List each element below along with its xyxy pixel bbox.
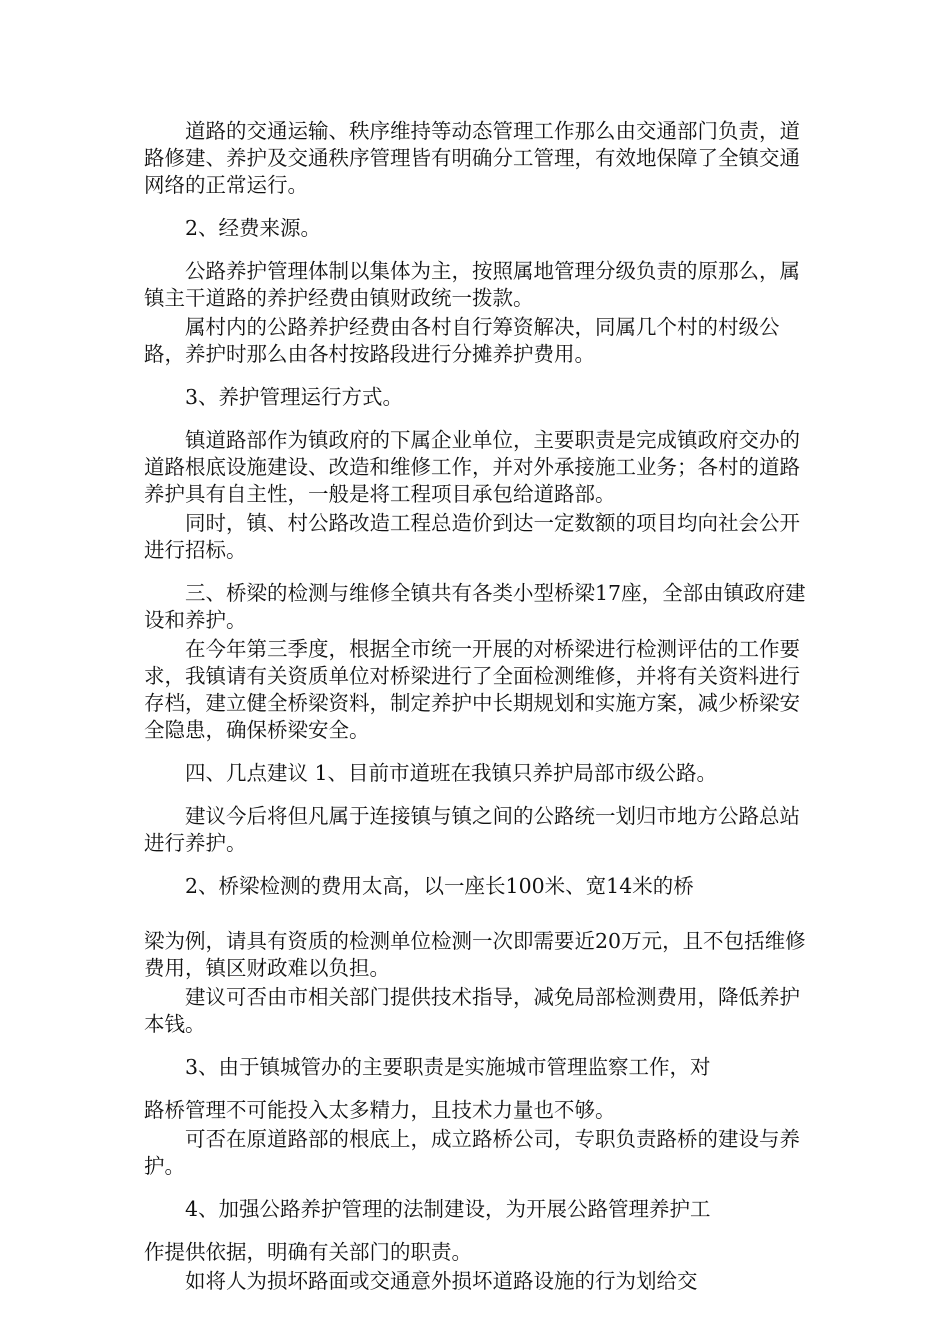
paragraph-6: 镇道路部作为镇政府的下属企业单位，主要职责是完成镇政府交办的道路根底设施建设、改造和维修工作，并对外承接施工业务；各村的道路养护具有自主性，一般是将工程项目承包给道路部。 (144, 428, 800, 506)
paragraph-8: 三、桥梁的检测与维修全镇共有各类小型桥梁17座，全部由镇政府建设和养护。 (144, 581, 806, 632)
paragraph-13: 梁为例，请具有资质的检测单位检测一次即需要近20万元，且不包括维修费用，镇区财政难以负担。 (144, 929, 806, 980)
paragraph-5: 3、养护管理运行方式。 (185, 385, 404, 409)
paragraph-12: 2、桥梁检测的费用太高，以一座长100米、宽14米的桥 (185, 874, 694, 898)
paragraph-20: 如将人为损坏路面或交通意外损坏道路设施的行为划给交 (185, 1269, 698, 1293)
paragraph-4: 属村内的公路养护经费由各村自行筹资解决，同属几个村的村级公路，养护时那么由各村按路段进行分摊养护费用。 (144, 315, 780, 366)
paragraph-9: 在今年第三季度，根据全市统一开展的对桥梁进行检测评估的工作要求，我镇请有关资质单位对桥梁进行了全面检测维修，并将有关资料进行存档，建立健全桥梁资料，制定养护中长期规划和实施方案，减少桥梁安全隐患，确保桥梁安全。 (144, 637, 800, 742)
paragraph-18: 4、加强公路养护管理的法制建设，为开展公路管理养护工 (185, 1197, 711, 1221)
paragraph-7: 同时，镇、村公路改造工程总造价到达一定数额的项目均向社会公开进行招标。 (144, 511, 800, 562)
paragraph-3: 公路养护管理体制以集体为主，按照属地管理分级负责的原那么，属镇主干道路的养护经费由镇财政统一拨款。 (144, 259, 800, 310)
paragraph-10: 四、几点建议 1、目前市道班在我镇只养护局部市级公路。 (185, 761, 718, 785)
paragraph-16: 路桥管理不可能投入太多精力，且技术力量也不够。 (144, 1098, 616, 1122)
document-body (144, 118, 816, 1295)
paragraph-14: 建议可否由市相关部门提供技术指导，减免局部检测费用，降低养护本钱。 (144, 985, 800, 1036)
paragraph-19: 作提供依据，明确有关部门的职责。 (144, 1240, 472, 1264)
paragraph-1: 道路的交通运输、秩序维持等动态管理工作那么由交通部门负责，道路修建、养护及交通秩序管理皆有明确分工管理，有效地保障了全镇交通网络的正常运行。 (144, 119, 800, 197)
paragraph-17: 可否在原道路部的根底上，成立路桥公司，专职负责路桥的建设与养护。 (144, 1127, 800, 1178)
paragraph-15: 3、由于镇城管办的主要职责是实施城市管理监察工作，对 (185, 1055, 711, 1079)
paragraph-2: 2、经费来源。 (185, 216, 322, 240)
paragraph-11: 建议今后将但凡属于连接镇与镇之间的公路统一划归市地方公路总站进行养护。 (144, 804, 800, 855)
